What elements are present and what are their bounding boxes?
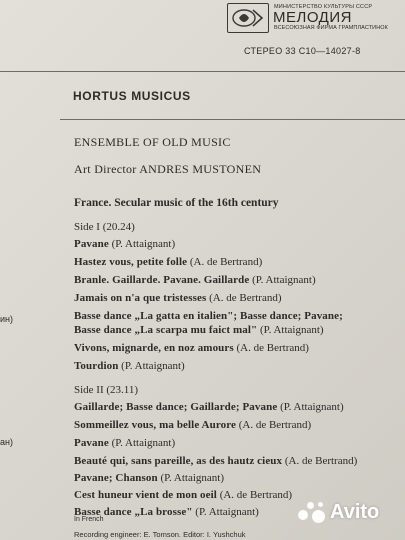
side1-track	[74, 292, 282, 304]
track-composer: (A. de Bertrand)	[216, 489, 293, 501]
track-title: Tourdion	[74, 360, 119, 372]
side2-track	[74, 401, 344, 413]
track-title: Basse dance „La gatta en italien"; Basse dance; Pavane;	[74, 310, 343, 322]
brand-name: МЕЛОДИЯ	[273, 9, 352, 26]
avito-watermark	[298, 500, 379, 524]
side1-heading: Side I (20.24)	[74, 221, 135, 233]
side2-track	[74, 489, 292, 501]
track-composer: (A. de Bertrand)	[187, 256, 263, 268]
director-name: ANDRES MUSTONEN	[139, 162, 262, 176]
track-title: Branle. Gaillarde. Pavane. Gaillarde	[74, 274, 250, 286]
avito-dots-icon	[298, 500, 326, 524]
track-title: Basse dance „La brosse"	[74, 506, 193, 518]
language-note: In French	[74, 516, 104, 523]
margin-fragment: ан)	[0, 437, 13, 447]
track-composer: (P. Attaignant)	[277, 401, 344, 413]
track-title: Hastez vous, petite folle	[74, 256, 188, 268]
track-title: Jamais on n'a que tristesses	[74, 292, 207, 304]
track-title: Basse dance „La scarpa mu faict mal"	[74, 324, 258, 336]
side2-track	[74, 419, 311, 431]
side1-track	[74, 274, 316, 286]
track-title: Sommeillez vous, ma belle Aurore	[74, 419, 236, 431]
top-divider	[0, 71, 405, 72]
track-composer: (P. Attaignant)	[192, 506, 259, 518]
side1-track	[74, 360, 185, 372]
track-composer: (A. de Bertrand)	[233, 342, 309, 354]
track-title: Pavane	[74, 238, 109, 250]
side1-track	[74, 238, 175, 250]
track-composer: (P. Attaignant)	[257, 324, 324, 336]
margin-fragment: ин)	[0, 314, 13, 324]
track-title: Pavane	[74, 437, 109, 449]
credits-line: Recording engineer: E. Tomson. Editor: I. Yushchuk	[74, 530, 246, 539]
brand-subline: ВСЕСОЮЗНАЯ ФИРМА ГРАМПЛАСТИНОК	[274, 25, 388, 31]
track-title: Beauté qui, sans pareille, as des hautz cieux	[74, 455, 283, 467]
side1-track	[74, 310, 343, 322]
track-composer: (P. Attaignant)	[108, 437, 176, 449]
avito-watermark-text: Avito	[330, 500, 380, 523]
ensemble-name: HORTUS MUSICUS	[73, 89, 191, 103]
side2-heading: Side II (23.11)	[74, 384, 139, 396]
melodiya-logo	[227, 3, 269, 33]
track-composer: (A. de Bertrand)	[235, 419, 312, 431]
track-title: Pavane; Chanson	[74, 472, 158, 484]
track-composer: (A. de Bertrand)	[282, 455, 358, 467]
ensemble-subtitle: ENSEMBLE OF OLD MUSIC	[74, 135, 231, 149]
side2-track	[74, 455, 357, 467]
track-title: Cest huneur vient de mon oeil	[74, 489, 217, 501]
section-divider	[60, 119, 405, 120]
side1-track	[74, 256, 262, 268]
track-title: Vivons, mignarde, en noz amours	[74, 342, 234, 354]
track-composer: (P. Attaignant)	[118, 360, 185, 372]
catalog-number: СТЕРЕО 33 С10—14027-8	[244, 46, 361, 56]
side1-track	[74, 324, 324, 336]
ministry-line: МИНИСТЕРСТВО КУЛЬТУРЫ СССР	[274, 4, 373, 10]
track-composer: (P. Attaignant)	[157, 472, 225, 484]
track-composer: (P. Attaignant)	[249, 274, 316, 286]
side1-track	[74, 342, 309, 354]
track-composer: (P. Attaignant)	[108, 238, 176, 250]
side2-track	[74, 472, 224, 484]
program-title: France. Secular music of the 16th century	[74, 197, 279, 209]
track-title: Gaillarde; Basse dance; Gaillarde; Pavane	[74, 401, 278, 413]
director-prefix: Art Director	[74, 162, 137, 176]
melodiya-logo-mark-icon	[228, 4, 268, 32]
side2-track	[74, 437, 175, 449]
track-composer: (A. de Bertrand)	[206, 292, 282, 304]
art-director-line	[74, 162, 261, 177]
